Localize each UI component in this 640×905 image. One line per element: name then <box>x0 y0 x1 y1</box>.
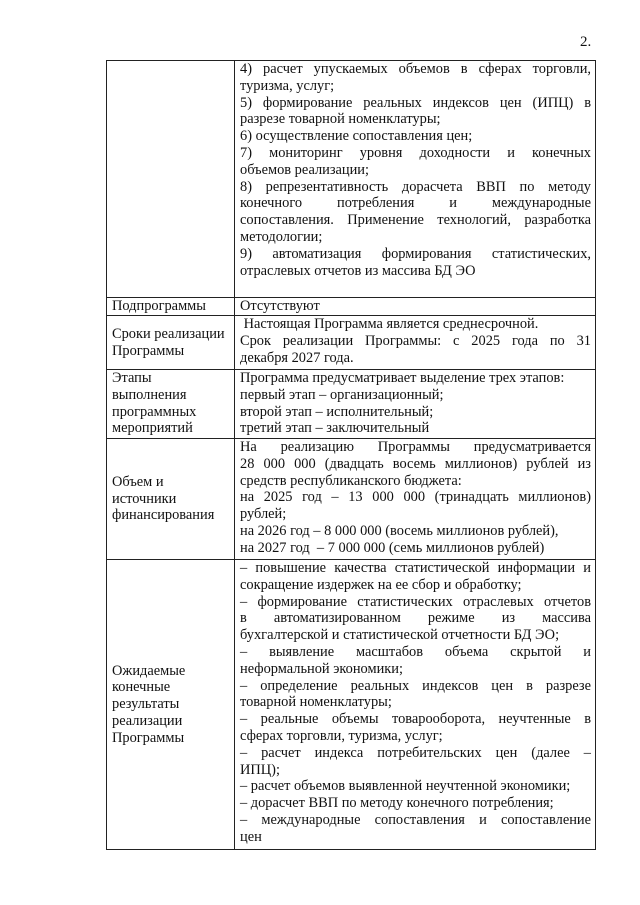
program-passport-table <box>106 60 596 850</box>
stages-label-line-4: мероприятий <box>112 420 193 437</box>
results-value-line-12: – расчет индекса потребительских цен (далее – <box>240 744 591 761</box>
subprograms-row <box>107 298 596 316</box>
stages-value-line-4: третий этап – заключительный <box>240 420 430 437</box>
results-value-line-2: сокращение издержек на ее сбор и обработку; <box>240 576 522 593</box>
task-7-line-1: 7) мониторинг уровня доходности и конечных <box>240 144 591 161</box>
stages-label-line-3: программных <box>112 403 197 420</box>
task-4-line-2: туризма, услуг; <box>240 77 335 94</box>
results-label-line-5: Программы <box>112 729 185 746</box>
subprograms-value: Отсутствуют <box>235 298 596 316</box>
funding-value-line-1: На реализацию Программы предусматривается <box>240 439 591 455</box>
results-value-line-3: – формирование статистических отраслевых отчетов <box>240 593 591 610</box>
results-value-line-5: бухгалтерской и статистической отчетности БД ЭО; <box>240 627 560 644</box>
results-value-cell <box>235 560 596 850</box>
results-value-line-16: – международные сопоставления и сопоставление <box>240 811 591 828</box>
terms-value-line-1: Настоящая Программа является среднесрочной. <box>240 316 539 332</box>
funding-value-cell <box>235 439 596 560</box>
results-value-line-4: в автоматизированном режиме из массива <box>240 610 591 627</box>
funding-value-line-6: на 2026 год – 8 000 000 (восемь миллионов рублей), <box>240 522 559 539</box>
funding-row <box>107 439 596 560</box>
task-8-line-1: 8) репрезентативность дорасчета ВВП по методу <box>240 178 591 195</box>
stages-value-line-1: Программа предусматривает выделение трех этапов: <box>240 370 565 386</box>
tasks-value-cell <box>235 61 596 298</box>
stages-value-line-3: второй этап – исполнительный; <box>240 403 434 420</box>
results-value-line-6: – выявление масштабов объема скрытой и <box>240 643 591 660</box>
terms-value-cell <box>235 316 596 370</box>
task-7-line-2: объемов реализации; <box>240 161 370 178</box>
results-label-cell <box>107 560 235 850</box>
task-9-line-1: 9) автоматизация формирования статистических, <box>240 245 591 262</box>
terms-value-line-2: Срок реализации Программы: с 2025 года по 31 <box>240 332 591 349</box>
results-value-line-11: сферах торговли, туризма, услуг; <box>240 727 443 744</box>
results-row <box>107 560 596 850</box>
task-5-line-2: разрезе товарной номенклатуры; <box>240 111 441 128</box>
task-5-line-1: 5) формирование реальных индексов цен (ИПЦ) в <box>240 94 591 111</box>
task-6-line-1: 6) осуществление сопоставления цен; <box>240 128 473 145</box>
terms-label-line-1: Сроки реализации <box>112 325 225 342</box>
funding-value-line-7: на 2027 год – 7 000 000 (семь миллионов рублей) <box>240 539 545 556</box>
terms-row <box>107 316 596 370</box>
funding-label-line-1: Объем и <box>112 473 164 490</box>
results-value-line-9: товарной номенклатуры; <box>240 694 392 711</box>
page-number: 2. <box>580 34 592 50</box>
results-value-line-8: – определение реальных индексов цен в разрезе <box>240 677 591 694</box>
results-value-line-15: – дорасчет ВВП по методу конечного потребления; <box>240 795 554 812</box>
funding-value-line-5: рублей; <box>240 506 287 523</box>
stages-label-line-1: Этапы <box>112 370 152 386</box>
stages-row <box>107 370 596 439</box>
stages-label-line-2: выполнения <box>112 386 187 403</box>
task-4-line-1: 4) расчет упускаемых объемов в сферах торговли, <box>240 61 591 77</box>
results-value-line-13: ИПЦ); <box>240 761 280 778</box>
funding-label-line-3: финансирования <box>112 507 215 524</box>
terms-label-cell <box>107 316 235 370</box>
subprograms-label: Подпрограммы <box>107 298 235 316</box>
results-label-line-3: результаты <box>112 696 180 713</box>
results-value-line-1: – повышение качества статистической информации и <box>240 560 591 576</box>
results-label-line-2: конечные <box>112 679 171 696</box>
task-8-line-2: конечного потребления и международные <box>240 195 591 212</box>
task-8-line-3: сопоставления. Применение технологий, разработка <box>240 212 591 229</box>
results-value-line-10: – реальные объемы товарооборота, неучтенные в <box>240 711 591 728</box>
funding-value-line-4: на 2025 год – 13 000 000 (тринадцать миллионов) <box>240 489 591 506</box>
funding-value-line-3: средств республиканского бюджета: <box>240 472 462 489</box>
stages-value-line-2: первый этап – организационный; <box>240 386 444 403</box>
tasks-row <box>107 61 596 298</box>
results-value-line-14: – расчет объемов выявленной неучтенной экономики; <box>240 778 571 795</box>
stages-label-cell <box>107 370 235 439</box>
terms-label-line-2: Программы <box>112 342 185 359</box>
results-value-line-17: цен <box>240 828 262 845</box>
tasks-label-cell <box>107 61 235 298</box>
funding-value-line-2: 28 000 000 (двадцать восемь миллионов) рублей из <box>240 455 591 472</box>
funding-label-cell <box>107 439 235 560</box>
terms-value-line-3: декабря 2027 года. <box>240 349 354 366</box>
results-label-line-4: реализации <box>112 712 183 729</box>
results-value-line-7: неформальной экономики; <box>240 660 403 677</box>
task-9-line-2: отраслевых отчетов из массива БД ЭО <box>240 262 476 279</box>
funding-label-line-2: источники <box>112 490 177 507</box>
task-8-line-4: методологии; <box>240 228 323 245</box>
results-label-line-1: Ожидаемые <box>112 662 186 679</box>
stages-value-cell <box>235 370 596 439</box>
